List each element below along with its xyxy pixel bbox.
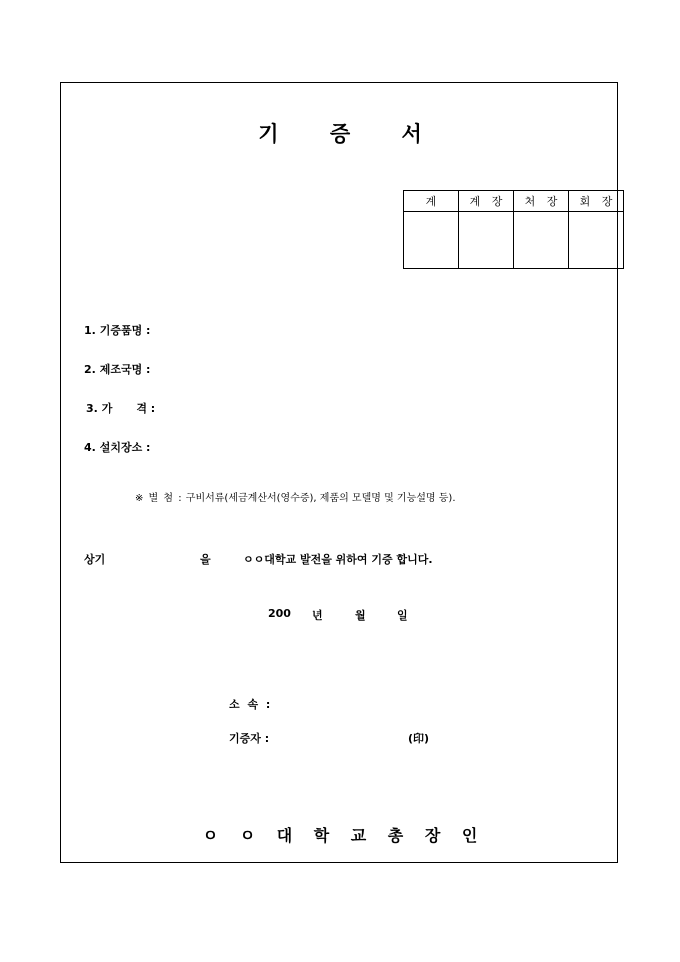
date-month-unit: 월 (355, 609, 366, 622)
field-label: 제조국명 : (99, 363, 151, 376)
university-president-seal-line: ㅇ ㅇ 대 학 교 총 장 인 (202, 826, 486, 845)
seal-mark: (印) (408, 732, 430, 745)
field-installation-location (84, 439, 150, 455)
affiliation-label: 소 속 : (229, 698, 273, 711)
approval-header-chief: 계 장 (459, 191, 514, 212)
approval-header-director: 처 장 (514, 191, 569, 212)
field-country-of-manufacture (84, 361, 150, 377)
statement-particle: 을 (200, 553, 211, 566)
document-title: 기 증 서 (258, 121, 444, 146)
field-label: 설치장소 : (99, 441, 151, 454)
approval-header-staff: 계 (404, 191, 459, 212)
statement-body: ㅇㅇ대학교 발전을 위하여 기증 합니다. (243, 553, 433, 566)
attachment-label: ※ 별 첨 : (135, 493, 183, 504)
approval-sign-staff[interactable] (404, 212, 459, 269)
field-number: 3. (86, 402, 98, 415)
approval-sign-director[interactable] (514, 212, 569, 269)
donor-label: 기증자 : (229, 732, 270, 745)
statement-start: 상기 (84, 553, 106, 566)
date-day-unit: 일 (397, 609, 408, 622)
approval-sign-president[interactable] (569, 212, 624, 269)
approval-table (403, 190, 624, 269)
attachment-text: 구비서류(세금계산서(영수증), 제품의 모델명 및 기능설명 등). (185, 493, 456, 504)
field-donated-item (84, 322, 150, 338)
field-number: 4. (84, 441, 96, 454)
field-number: 1. (84, 324, 96, 337)
date-year-unit: 년 (312, 609, 323, 622)
attachment-note (135, 489, 456, 504)
approval-header-president: 회 장 (569, 191, 624, 212)
approval-sign-chief[interactable] (459, 212, 514, 269)
field-label: 기증품명 : (99, 324, 151, 337)
field-number: 2. (84, 363, 96, 376)
date-year-prefix: 200 (268, 607, 291, 620)
field-price (86, 400, 155, 416)
field-label-first: 가 (101, 402, 113, 415)
field-label-second: 격 : (136, 402, 156, 415)
